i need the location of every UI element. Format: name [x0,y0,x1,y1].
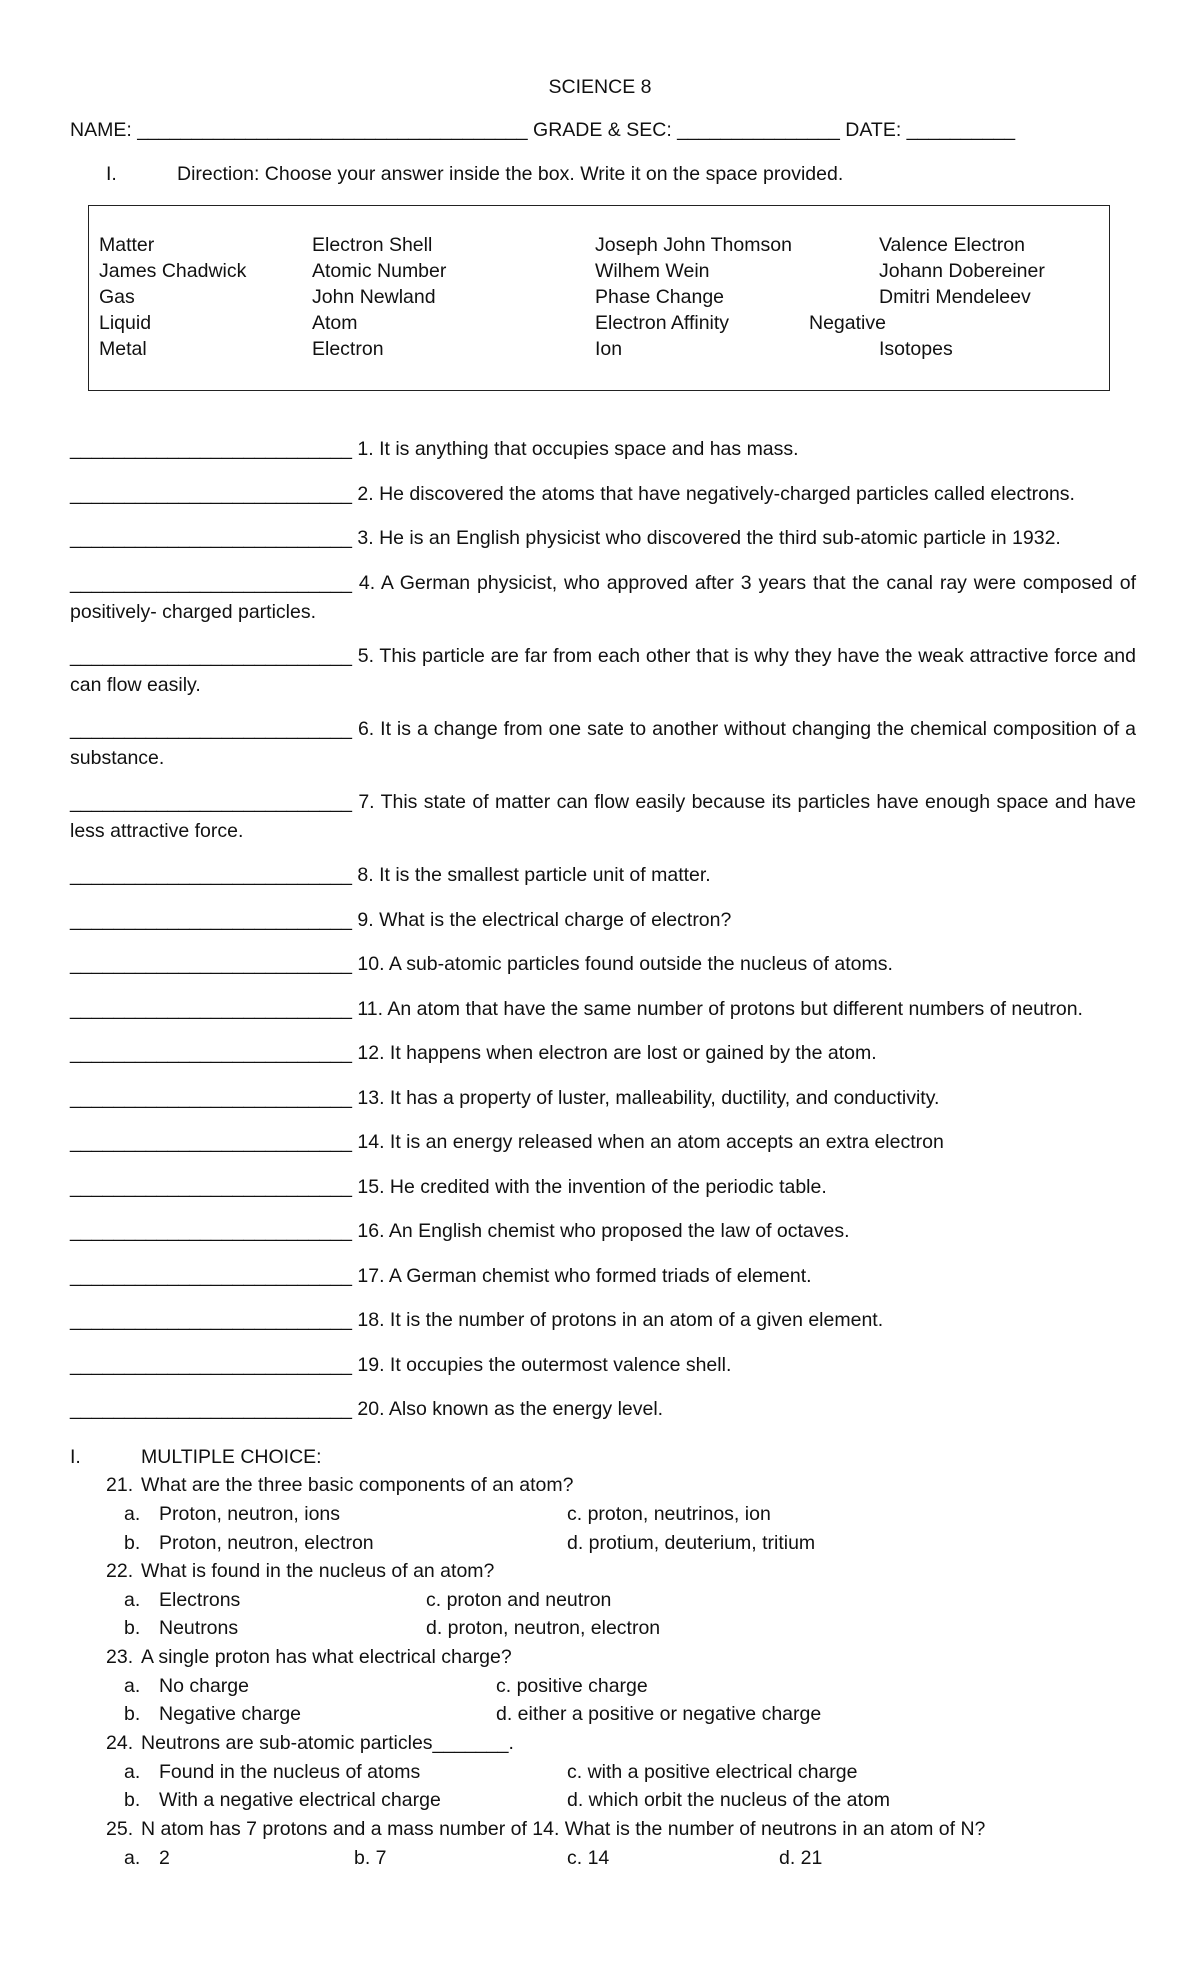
answer-blank[interactable]: __________________________ [70,645,352,667]
date-label: DATE: [845,119,902,141]
question-row [70,435,1136,464]
question-row [70,1084,1136,1113]
question-row [70,1262,1136,1291]
option-letter: a. [124,1589,141,1611]
part2-numeral: I. [70,1446,81,1468]
mc-option-c[interactable]: c. 14 [567,1847,610,1869]
question-text: 17. A German chemist who formed triads of element. [357,1265,812,1287]
mc-option-b[interactable]: With a negative electrical charge [159,1789,441,1811]
mc-option-d[interactable]: d. 21 [779,1847,823,1869]
mc-option-b[interactable]: b. 7 [354,1847,387,1869]
question-row [70,1395,1136,1424]
answer-blank[interactable]: __________________________ [70,718,352,740]
word-bank-item: Dmitri Mendeleev [879,286,1031,308]
name-label: NAME: [70,119,132,141]
mc-option-a[interactable]: Proton, neutron, ions [159,1503,341,1525]
answer-blank[interactable]: __________________________ [70,438,352,460]
option-letter: b. [124,1617,141,1639]
grade-blank[interactable]: _______________ [677,119,840,141]
answer-blank[interactable]: __________________________ [70,483,352,505]
question-text: 14. It is an energy released when an atom accepts an extra electron [357,1131,944,1153]
question-row [70,1173,1136,1202]
question-row [70,642,1136,700]
question-row [70,1306,1136,1335]
answer-blank[interactable]: __________________________ [70,527,352,549]
question-text: 5. This particle are far from each other that is why they have the weak attractive force and can flow easily. [70,645,1136,696]
word-bank-item: Phase Change [595,286,725,308]
answer-blank[interactable]: __________________________ [70,1265,352,1287]
answer-blank[interactable]: __________________________ [70,1131,352,1153]
mc-option-b[interactable]: Negative charge [159,1703,302,1725]
question-text: 3. He is an English physicist who discovered the third sub-atomic particle in 1932. [357,527,1061,549]
question-text: 4. A German physicist, who approved after 3 years that the canal ray were composed of positively- charged particles. [70,572,1137,623]
word-bank-item: Electron Affinity [595,312,730,334]
mc-stem: What is found in the nucleus of an atom? [141,1560,495,1582]
mc-option-c[interactable]: c. proton, neutrinos, ion [567,1503,771,1525]
mc-option-d[interactable]: d. protium, deuterium, tritium [567,1532,816,1554]
word-bank-item: Metal [99,338,147,360]
question-row [70,788,1136,846]
option-letter: b. [124,1789,141,1811]
question-text: 7. This state of matter can flow easily because its particles have enough space and have less attractive force. [70,791,1136,842]
mc-option-a[interactable]: Found in the nucleus of atoms [159,1761,421,1783]
mc-option-a[interactable]: No charge [159,1675,249,1697]
grade-label: GRADE & SEC: [533,119,672,141]
question-text: 16. An English chemist who proposed the law of octaves. [357,1220,850,1242]
question-row [70,480,1136,509]
mc-stem: N atom has 7 protons and a mass number of 14. What is the number of neutrons in an atom of N? [141,1818,986,1840]
word-bank-item: Wilhem Wein [595,260,710,282]
question-text: 20. Also known as the energy level. [357,1398,664,1420]
option-letter: a. [124,1847,141,1869]
mc-number: 24. [106,1732,134,1754]
mc-stem: Neutrons are sub-atomic particles_______. [141,1732,514,1754]
word-bank-item: Ion [595,338,623,360]
answer-blank[interactable]: __________________________ [70,1176,352,1198]
answer-blank[interactable]: __________________________ [70,998,352,1020]
mc-option-a[interactable]: Electrons [159,1589,241,1611]
word-bank-item: Negative [809,312,886,334]
question-text: 12. It happens when electron are lost or gained by the atom. [357,1042,877,1064]
question-text: 1. It is anything that occupies space and has mass. [357,438,799,460]
word-bank-item: John Newland [312,286,436,308]
question-row [70,1217,1136,1246]
word-bank-item: Isotopes [879,338,953,360]
word-bank-item: Joseph John Thomson [595,234,792,256]
name-blank[interactable]: ____________________________________ [137,119,528,141]
part1-numeral: I. [106,163,117,185]
answer-blank[interactable]: __________________________ [70,1087,352,1109]
answer-blank[interactable]: __________________________ [70,1220,352,1242]
question-text: 2. He discovered the atoms that have negatively-charged particles called electrons. [357,483,1075,505]
word-bank-item: James Chadwick [99,260,247,282]
question-row [70,1128,1136,1157]
question-text: 10. A sub-atomic particles found outside the nucleus of atoms. [357,953,893,975]
word-bank-box [88,205,1110,391]
word-bank-item: Atomic Number [312,260,447,282]
mc-stem: What are the three basic components of an atom? [141,1474,574,1496]
question-row [70,995,1136,1024]
question-row [70,861,1136,890]
answer-blank[interactable]: __________________________ [70,864,352,886]
worksheet-title: SCIENCE 8 [548,76,652,98]
question-row [70,715,1136,773]
mc-number: 21. [106,1474,134,1496]
word-bank-item: Electron [312,338,384,360]
question-text: 19. It occupies the outermost valence shell. [357,1354,732,1376]
mc-option-a[interactable]: 2 [159,1847,170,1869]
question-text: 9. What is the electrical charge of electron? [357,909,732,931]
question-text: 15. He credited with the invention of the periodic table. [357,1176,827,1198]
header-line [70,118,1015,142]
answer-blank[interactable]: __________________________ [70,909,352,931]
question-text: 18. It is the number of protons in an atom of a given element. [357,1309,884,1331]
mc-option-d[interactable]: d. which orbit the nucleus of the atom [567,1789,891,1811]
question-text: 13. It has a property of luster, malleability, ductility, and conductivity. [357,1087,940,1109]
word-bank-item: Liquid [99,312,152,334]
part2-heading: MULTIPLE CHOICE: [141,1446,322,1468]
question-row [70,1351,1136,1380]
answer-blank[interactable]: __________________________ [70,953,352,975]
mc-option-b[interactable]: Neutrons [159,1617,239,1639]
question-row [70,950,1136,979]
answer-blank[interactable]: __________________________ [70,1354,352,1376]
question-row [70,524,1136,553]
mc-option-d[interactable]: d. proton, neutron, electron [426,1617,661,1639]
mc-option-c[interactable]: c. positive charge [496,1675,648,1697]
option-letter: a. [124,1761,141,1783]
mc-option-d[interactable]: d. either a positive or negative charge [496,1703,822,1725]
mc-number: 25. [106,1818,134,1840]
option-letter: a. [124,1503,141,1525]
question-row [70,569,1136,627]
word-bank-item: Gas [99,286,135,308]
mc-option-c[interactable]: c. proton and neutron [426,1589,612,1611]
mc-option-b[interactable]: Proton, neutron, electron [159,1532,374,1554]
word-bank-item: Matter [99,234,155,256]
question-text: 6. It is a change from one sate to another without changing the chemical composition of a substance. [70,718,1137,769]
option-letter: b. [124,1703,141,1725]
answer-blank[interactable]: __________________________ [70,1309,352,1331]
mc-number: 23. [106,1646,134,1668]
mc-option-c[interactable]: c. with a positive electrical charge [567,1761,858,1783]
option-letter: b. [124,1532,141,1554]
word-bank-item: Atom [312,312,358,334]
question-text: 11. An atom that have the same number of protons but different numbers of neutron. [357,998,1083,1020]
mc-number: 22. [106,1560,134,1582]
answer-blank[interactable]: __________________________ [70,1398,352,1420]
question-row [70,906,1136,935]
word-bank-item: Electron Shell [312,234,433,256]
answer-blank[interactable]: __________________________ [70,791,352,813]
word-bank-item: Johann Dobereiner [879,260,1045,282]
word-bank-item: Valence Electron [879,234,1025,256]
mc-stem: A single proton has what electrical charge? [141,1646,512,1668]
answer-blank[interactable]: __________________________ [70,572,352,594]
option-letter: a. [124,1675,141,1697]
part1-direction: Direction: Choose your answer inside the box. Write it on the space provided. [177,163,844,185]
answer-blank[interactable]: __________________________ [70,1042,352,1064]
question-text: 8. It is the smallest particle unit of matter. [357,864,711,886]
date-blank[interactable]: __________ [906,119,1016,141]
question-row [70,1039,1136,1068]
